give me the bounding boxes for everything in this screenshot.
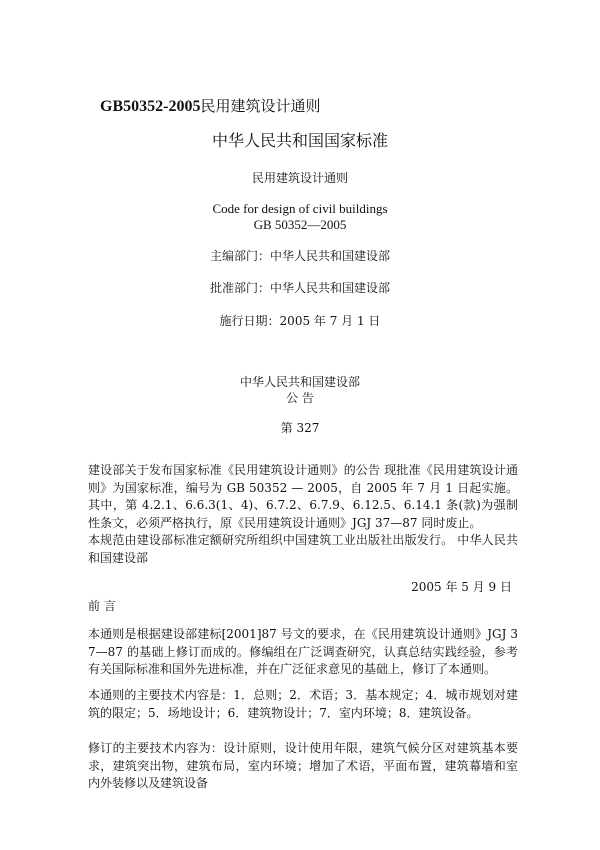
standard-code: GB50352-2005 [100,98,201,115]
document-heading [100,95,320,116]
chief-editor-dept: 主编部门：中华人民共和国建设部 [209,249,390,263]
national-standard-title: 中华人民共和国国家标准 [211,131,388,150]
preface-paragraph-3: 修订的主要技术内容为：设计原则，设计使用年限，建筑气候分区对建筑基本要求，建筑突出物，建筑布局，室内环境；增加了术语，平面布置，建筑幕墙和室内外装修以及建筑设备 [88,741,518,790]
preface-paragraph-1: 本通则是根据建设部建标[2001]87 号文的要求，在《民用建筑设计通则》JGJ 37—87 的基础上修订而成的。修编组在广泛调查研究，认真总结实践经验，参考有关国际标准和国外先进标准，并在广泛征求意见的基础上，修订了本通则。 [88,627,518,676]
publication-paragraph: 本规范由建设部标准定额研究所组织中国建筑工业出版社出版发行。 中华人民共和国建设部 [88,533,518,565]
notice-issuer: 中华人民共和国建设部 [239,375,360,389]
approval-dept: 批准部门：中华人民共和国建设部 [209,281,390,295]
code-name-en: Code for design of civil buildings [212,201,388,216]
notice-date: 2005 年 5 月 9 日 [411,580,512,594]
notice-paragraph: 建设部关于发布国家标准《民用建筑设计通则》的公告 现批准《民用建筑设计通则》为国家标准，编号为 GB 50352 — 2005，自 2005 年 7 月 1 日起实施。其中，第 4.2.1、6.6.3(1、4)、6.7.2、6.7.9、6.12.5、6.14.1 条(款)为强制性条文，必须严格执行，原《民用建筑设计通则》JGJ 37—87 同时废止。 [88,463,518,530]
standard-number: GB 50352—2005 [253,217,347,232]
effective-date: 施行日期：2005 年 7 月 1 日 [219,314,381,328]
document-title: 民用建筑设计通则 [200,97,321,115]
code-name-cn: 民用建筑设计通则 [251,171,348,185]
preface-title: 前 言 [88,599,116,613]
preface-paragraph-2: 本通则的主要技术内容是：1．总则；2．术语；3．基本规定；4．城市规划对建筑的限定；5．场地设计；6．建筑物设计；7．室内环境；8．建筑设备。 [88,688,518,720]
notice-number: 第 327 [280,421,320,435]
notice-title: 公 告 [286,391,314,405]
